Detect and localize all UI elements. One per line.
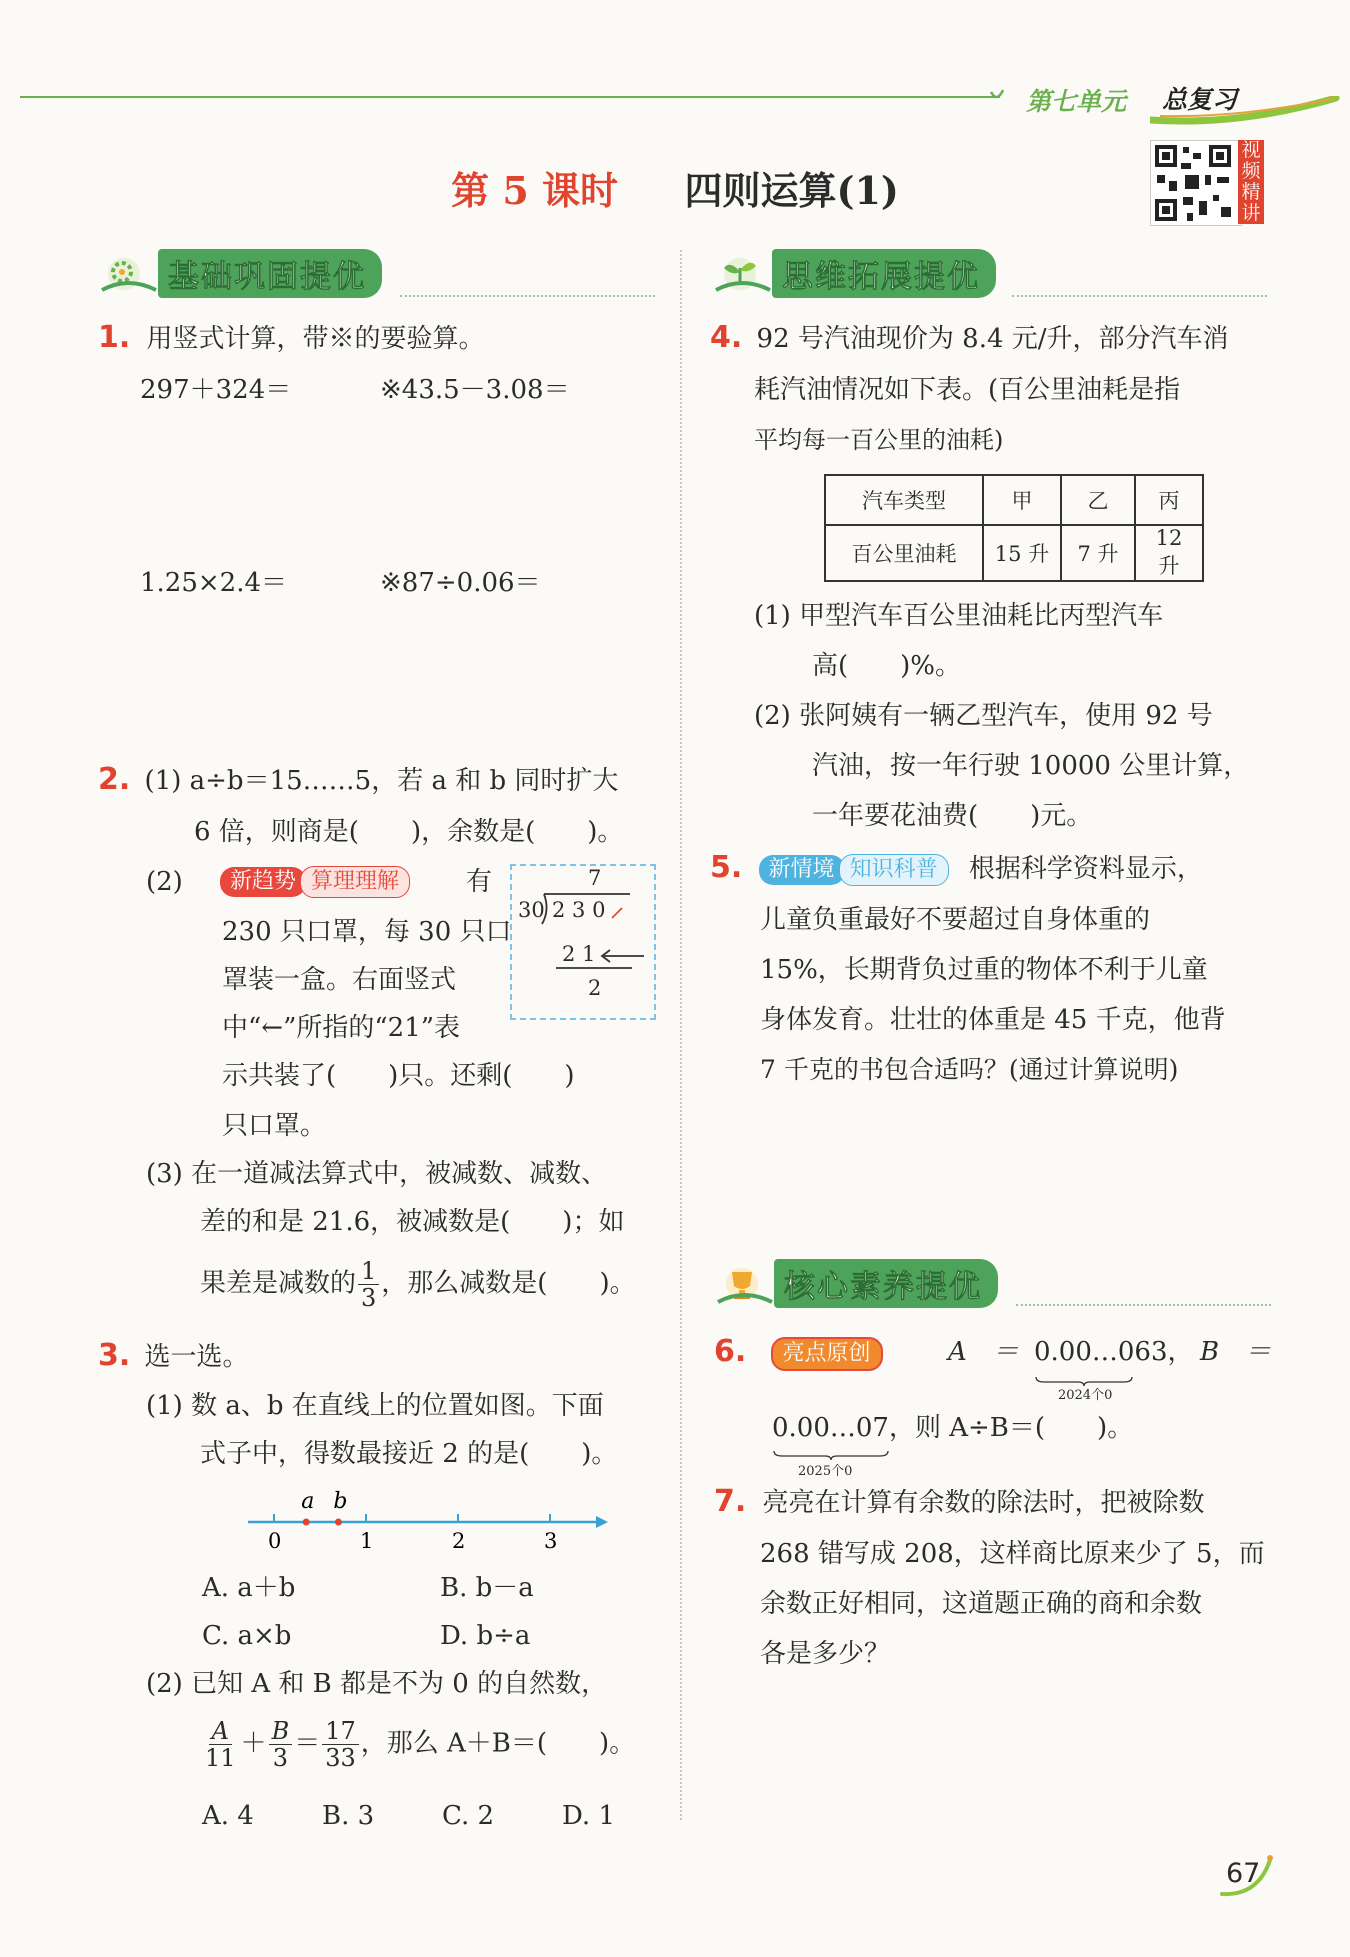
q3-number: 3.	[98, 1338, 131, 1373]
section-thinking	[712, 250, 996, 296]
q7-text-1: 亮亮在计算有余数的除法时，把被除数	[762, 1488, 1205, 1518]
qr-code-icon	[1151, 141, 1235, 225]
table-cell: 百公里油耗	[825, 525, 983, 581]
q3-p2-tail: ，那么 A＋B＝( )。	[360, 1728, 636, 1759]
q2-p2-line1: 有	[466, 867, 493, 897]
brace-a	[1034, 1372, 1134, 1384]
q2-p2-line3: 罩装一盒。右面竖式	[222, 965, 457, 995]
table-cell: 7 升	[1061, 525, 1135, 581]
fuel-table-grid	[824, 474, 1204, 582]
q4-s2-line3: 一年要花油费( )元。	[812, 801, 1093, 831]
fuel-table	[824, 474, 1204, 582]
column-divider	[680, 250, 682, 1820]
equals-sign: ＝	[294, 1728, 321, 1759]
header-rule	[20, 96, 1000, 98]
q3-opt-c[interactable]: C. a×b	[202, 1621, 292, 1651]
q7-number: 7.	[714, 1484, 747, 1519]
q2-p1-line2: 6 倍，则商是( )，余数是( )。	[194, 817, 624, 847]
q2-p2-line6: 只口罩。	[222, 1111, 327, 1141]
q6-a-eq: A ＝	[948, 1337, 1019, 1367]
header-swoosh-icon	[1150, 96, 1340, 126]
section-basic-rule	[400, 295, 655, 297]
qr-code[interactable]	[1150, 140, 1242, 226]
q6-tail: ，则 A÷B＝( )。	[888, 1413, 1134, 1443]
div-dividend: 2 3 0	[552, 898, 606, 922]
page-title	[0, 160, 1350, 215]
table-header: 乙	[1061, 475, 1135, 525]
fraction-a-11: $\frac{A}{11}$	[205, 1717, 236, 1772]
q3-p1-line1: (1) 数 a、b 在直线上的位置如图。下面	[146, 1391, 604, 1421]
section-thinking-rule	[1012, 295, 1267, 297]
q1-number: 1.	[98, 320, 131, 355]
div-quotient: 7	[588, 866, 602, 890]
q5-line1	[710, 848, 1203, 889]
q7-line2: 268 错写成 208，这样商比原来少了 5，而	[760, 1539, 1265, 1569]
q2-p2-label: (2)	[146, 867, 183, 897]
q6-b-value: 0.00…07	[772, 1413, 889, 1443]
q1-text: 用竖式计算，带※的要验算。	[146, 324, 485, 354]
q1-expr-3: 1.25×2.4＝	[140, 568, 288, 598]
point-a	[303, 1519, 310, 1526]
section-core	[714, 1260, 998, 1306]
badge-science: 知识科普	[839, 854, 949, 886]
q3-opt-a[interactable]: A. a＋b	[202, 1573, 296, 1603]
q2-p2-line4: 中“←”所指的“21”表	[222, 1013, 461, 1043]
fraction-b-3: $\frac{B}{3}$	[269, 1718, 293, 1771]
q1-expr-1: 297＋324＝	[140, 375, 292, 405]
point-b	[335, 1519, 342, 1526]
q5-text-1: 根据科学资料显示，	[968, 854, 1203, 884]
q6-line1	[714, 1332, 883, 1373]
tick-label: 0	[268, 1529, 282, 1553]
brace-b-label: 2025个0	[798, 1464, 853, 1479]
table-cell: 12 升	[1135, 525, 1203, 581]
q4-number: 4.	[710, 320, 743, 355]
section-basic	[98, 250, 382, 296]
q3-text: 选一选。	[144, 1342, 249, 1372]
q6-a-value: 0.00…063，	[1034, 1337, 1194, 1367]
q4-s2-line2: 汽油，按一年行驶 10000 公里计算，	[812, 751, 1250, 781]
q3-opt2-a[interactable]: A. 4	[202, 1801, 254, 1831]
section-core-title: 核心素养提优	[774, 1259, 998, 1308]
q4-line1	[710, 318, 1229, 359]
q2-p3-line3	[200, 1258, 636, 1311]
header-review: 总复习	[1162, 85, 1238, 114]
div-divisor: 30	[518, 898, 545, 922]
q3-opt2-b[interactable]: B. 3	[322, 1801, 375, 1831]
table-cell: 15 升	[983, 525, 1061, 581]
q7-line4: 各是多少？	[760, 1639, 891, 1669]
q2-p2-badges	[220, 866, 410, 898]
table-header: 丙	[1135, 475, 1203, 525]
q2-p3-line1: (3) 在一道减法算式中，被减数、减数、	[146, 1159, 608, 1189]
q3-opt-d[interactable]: D. b÷a	[440, 1621, 531, 1651]
trophy-icon	[714, 1260, 774, 1306]
badge-new-trend: 新趋势	[220, 867, 306, 897]
page-swoosh-icon	[1218, 1850, 1278, 1900]
page-number: 67	[1226, 1858, 1261, 1889]
q3-opt2-d[interactable]: D. 1	[562, 1801, 615, 1831]
div-remainder: 2	[588, 976, 602, 1000]
table-row	[825, 525, 1203, 581]
brace-b	[772, 1446, 890, 1458]
q2-number: 2.	[98, 762, 131, 797]
q6-number: 6.	[714, 1334, 747, 1369]
q1	[98, 318, 485, 359]
qr-label: 视频精讲	[1238, 140, 1264, 224]
table-row	[825, 475, 1203, 525]
table-header: 汽车类型	[825, 475, 983, 525]
q4-line3: 平均每一百公里的油耗)	[754, 426, 1004, 454]
q2-p3-text-a: 果差是减数的	[200, 1268, 357, 1299]
q4-s1-line2: 高( )%。	[812, 651, 961, 681]
q1-expr-4: ※87÷0.06＝	[380, 568, 541, 598]
q7-line1	[714, 1482, 1205, 1523]
number-line-figure	[244, 1488, 614, 1554]
table-header: 甲	[983, 475, 1061, 525]
plus-sign: ＋	[240, 1728, 267, 1759]
gear-icon	[98, 250, 158, 296]
header-leaf-icon	[990, 88, 1004, 102]
fraction-17-33: $\frac{17}{33}$	[322, 1718, 359, 1771]
number-line	[244, 1488, 614, 1554]
tick-label: 2	[452, 1529, 466, 1553]
q6-b-eq: B ＝	[1200, 1337, 1272, 1367]
q5-line4: 身体发育。壮壮的体重是 45 千克，他背	[760, 1005, 1226, 1035]
q5-number: 5.	[710, 850, 743, 885]
q5-line2: 儿童负重最好不要超过自身体重的	[760, 905, 1151, 935]
q2-part1	[98, 760, 618, 801]
q4-s1-line1: (1) 甲型汽车百公里油耗比丙型汽车	[754, 601, 1164, 631]
div-product: 2 1	[562, 942, 596, 966]
section-thinking-title: 思维拓展提优	[772, 249, 996, 298]
q6-line2	[772, 1408, 1133, 1448]
q3	[98, 1336, 249, 1377]
section-basic-title: 基础巩固提优	[158, 249, 382, 298]
tick-label: 1	[360, 1529, 374, 1553]
lesson-topic: 四则运算(1)	[684, 168, 899, 213]
q3-opt-b[interactable]: B. b－a	[440, 1573, 534, 1603]
q3-p2-line2	[200, 1718, 635, 1771]
brace-a-label: 2024个0	[1058, 1388, 1113, 1403]
q5-line5: 7 千克的书包合适吗？(通过计算说明)	[760, 1055, 1179, 1084]
header-unit: 第七单元	[1026, 87, 1127, 116]
q2-p2-line5: 示共装了( )只。还剩( )	[222, 1061, 575, 1091]
q5-line3: 15%，长期背负过重的物体不利于儿童	[760, 955, 1208, 985]
sprout-icon	[712, 250, 772, 296]
q4-text-1: 92 号汽油现价为 8.4 元/升，部分汽车消	[756, 324, 1229, 354]
badge-reasoning: 算理理解	[300, 866, 410, 898]
q3-p2-line1: (2) 已知 A 和 B 都是不为 0 的自然数，	[146, 1669, 608, 1699]
q2-p3-text-b: ，那么减数是( )。	[381, 1268, 636, 1299]
badge-original: 亮点原创	[771, 1337, 883, 1371]
q4-s2-line1: (2) 张阿姨有一辆乙型汽车，使用 92 号	[754, 701, 1213, 731]
long-division	[510, 864, 656, 1020]
q1-expr-2: ※43.5－3.08＝	[380, 375, 570, 405]
q4-line2: 耗汽油情况如下表。(百公里油耗是指	[754, 375, 1181, 405]
q7-line3: 余数正好相同，这道题正确的商和余数	[760, 1589, 1203, 1619]
lesson-label: 第 5 课时	[451, 168, 619, 213]
point-label-a: a	[301, 1489, 315, 1514]
section-core-rule	[1016, 1304, 1271, 1306]
point-label-b: b	[333, 1489, 348, 1514]
fraction-one-third: $\frac{1}{3}$	[358, 1258, 379, 1311]
q2-p2-line2: 230 只口罩，每 30 只口	[222, 917, 512, 947]
q2-p3-line2: 差的和是 21.6，被减数是( )；如	[200, 1207, 625, 1237]
q3-opt2-c[interactable]: C. 2	[442, 1801, 495, 1831]
badge-new-context: 新情境	[759, 855, 845, 885]
tick-label: 3	[544, 1529, 558, 1553]
q2-p1-line1: (1) a÷b＝15……5，若 a 和 b 同时扩大	[144, 766, 619, 796]
q3-p1-line2: 式子中，得数最接近 2 的是( )。	[200, 1439, 618, 1469]
